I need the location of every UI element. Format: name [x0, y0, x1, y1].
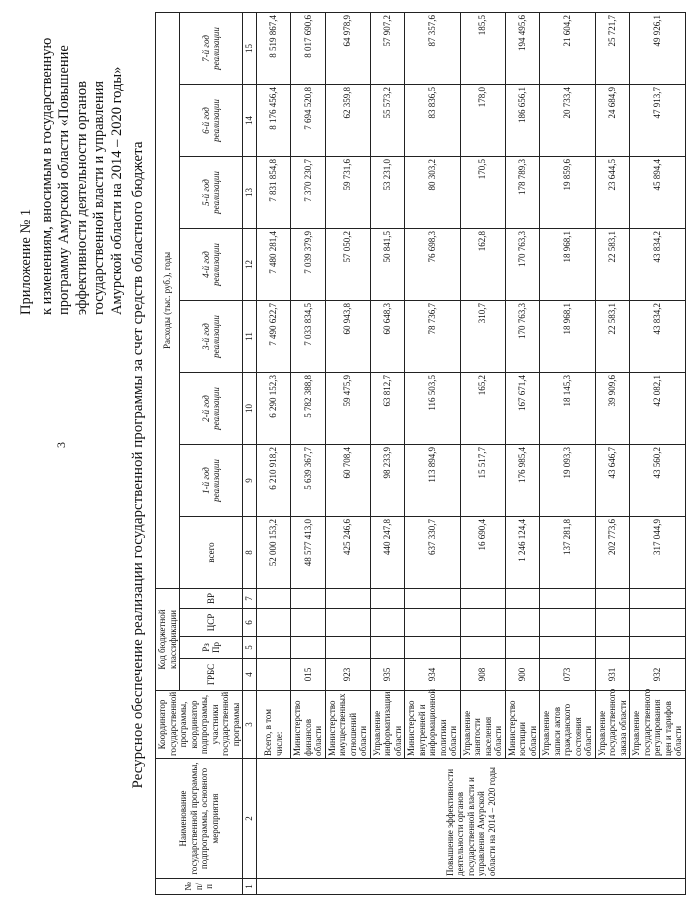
rzpr-cell [291, 637, 326, 659]
column-number: 14 [243, 84, 257, 156]
vr-cell [370, 588, 405, 608]
appendix-block [0, 30, 126, 410]
year-1-cell: 5 639 367,7 [291, 444, 326, 516]
year-7-cell: 21 604,2 [540, 12, 596, 84]
year-7-cell: 57 907,2 [370, 12, 405, 84]
csr-cell [540, 609, 596, 637]
year-3-cell: 22 583,1 [595, 300, 630, 372]
header-coordinator: Координатор государственной программы, координатор подпрограммы, участники государственной программы [156, 691, 243, 759]
grbs-cell: 900 [505, 659, 540, 691]
csr-cell [460, 609, 505, 637]
year-6-cell: 55 573,2 [370, 84, 405, 156]
rzpr-cell [405, 637, 461, 659]
total-cell: 637 330,7 [405, 516, 461, 588]
year-4-cell: 22 583,1 [595, 228, 630, 300]
column-number: 3 [243, 691, 257, 759]
total-cell: 48 577 413,0 [291, 516, 326, 588]
year-3-cell: 310,7 [460, 300, 505, 372]
appendix-body: к изменениям, вносимым в государственную программу Амурской области «Повышение эффективности деятельности органов государственной власти и управления Амурской области на 2014 – 2020 годы» [38, 37, 125, 315]
rzpr-cell [325, 637, 370, 659]
csr-cell [370, 609, 405, 637]
year-1-cell: 60 708,4 [325, 444, 370, 516]
column-number: 6 [243, 609, 257, 637]
program-name-cell: Повышение эффективности деятельности органов государственной власти и управления Амурской области на 2014 – 2020 годы [257, 759, 686, 879]
year-5-cell: 53 231,0 [370, 156, 405, 228]
appendix-title: Приложение № 1 [18, 208, 34, 315]
column-number: 1 [243, 879, 257, 895]
year-2-cell: 167 671,4 [505, 372, 540, 444]
year-5-cell: 80 303,2 [405, 156, 461, 228]
year-2-cell: 42 082,1 [630, 372, 686, 444]
coordinator-cell: Управление государственного заказа области [595, 691, 630, 759]
column-number: 15 [243, 12, 257, 84]
column-number: 11 [243, 300, 257, 372]
table-row [257, 12, 291, 894]
total-cell: 317 044,9 [630, 516, 686, 588]
rzpr-cell [257, 637, 291, 659]
coordinator-cell: Управление занятости населения области [460, 691, 505, 759]
total-cell: 425 246,6 [325, 516, 370, 588]
column-number: 7 [243, 588, 257, 608]
column-number: 5 [243, 637, 257, 659]
grbs-cell: 932 [630, 659, 686, 691]
year-3-cell: 18 968,1 [540, 300, 596, 372]
column-number: 12 [243, 228, 257, 300]
vr-cell [325, 588, 370, 608]
column-number: 4 [243, 659, 257, 691]
header-program: Наименование государственной программы, подпрограммы, основного мероприятия [156, 759, 243, 879]
header-year-2: 2-й год реализации [180, 372, 243, 444]
total-cell: 1 246 124,4 [505, 516, 540, 588]
year-4-cell: 43 834,2 [630, 228, 686, 300]
header-year-4: 4-й год реализации [180, 228, 243, 300]
year-3-cell: 43 834,2 [630, 300, 686, 372]
year-5-cell: 45 894,4 [630, 156, 686, 228]
year-7-cell: 8 519 867,4 [257, 12, 291, 84]
year-2-cell: 6 290 152,3 [257, 372, 291, 444]
year-1-cell: 113 894,9 [405, 444, 461, 516]
year-4-cell: 18 968,1 [540, 228, 596, 300]
column-number-row [243, 12, 257, 894]
coordinator-cell: Управление информатизации области [370, 691, 405, 759]
year-6-cell: 20 733,4 [540, 84, 596, 156]
row-number-cell [257, 879, 686, 895]
year-1-cell: 43 560,2 [630, 444, 686, 516]
year-5-cell: 19 859,6 [540, 156, 596, 228]
rzpr-cell [595, 637, 630, 659]
rzpr-cell [460, 637, 505, 659]
header-csr: ЦСР [180, 609, 243, 637]
vr-cell [630, 588, 686, 608]
coordinator-cell: Управление государственного регулирования цен и тарифов области [630, 691, 686, 759]
total-cell: 440 247,8 [370, 516, 405, 588]
year-5-cell: 170,5 [460, 156, 505, 228]
year-6-cell: 62 359,8 [325, 84, 370, 156]
year-7-cell: 87 357,6 [405, 12, 461, 84]
header-rzpr: Рз Пр [180, 637, 243, 659]
year-4-cell: 50 841,5 [370, 228, 405, 300]
grbs-cell: 908 [460, 659, 505, 691]
year-6-cell: 24 684,9 [595, 84, 630, 156]
rzpr-cell [630, 637, 686, 659]
coordinator-cell: Министерство внутренней и информационной политики области [405, 691, 461, 759]
rzpr-cell [505, 637, 540, 659]
year-6-cell: 8 176 456,4 [257, 84, 291, 156]
grbs-cell: 935 [370, 659, 405, 691]
document-heading: Ресурсное обеспечение реализации государственной программы за счет средств областного бюджета [130, 141, 146, 789]
grbs-cell: 934 [405, 659, 461, 691]
year-2-cell: 39 909,6 [595, 372, 630, 444]
year-3-cell: 170 763,3 [505, 300, 540, 372]
year-7-cell: 25 721,7 [595, 12, 630, 84]
year-4-cell: 76 698,3 [405, 228, 461, 300]
year-7-cell: 64 978,9 [325, 12, 370, 84]
grbs-cell: 015 [291, 659, 326, 691]
grbs-cell: 931 [595, 659, 630, 691]
year-2-cell: 5 782 388,8 [291, 372, 326, 444]
year-7-cell: 194 495,6 [505, 12, 540, 84]
header-num: № п/п [156, 879, 243, 895]
coordinator-cell: Управление записи актов гражданского состояния области [540, 691, 596, 759]
year-2-cell: 165,2 [460, 372, 505, 444]
year-1-cell: 43 646,7 [595, 444, 630, 516]
header-year-5: 5-й год реализации [180, 156, 243, 228]
rzpr-cell [370, 637, 405, 659]
year-7-cell: 185,5 [460, 12, 505, 84]
total-cell: 137 281,8 [540, 516, 596, 588]
year-2-cell: 63 812,7 [370, 372, 405, 444]
year-3-cell: 78 736,7 [405, 300, 461, 372]
year-5-cell: 59 731,6 [325, 156, 370, 228]
year-6-cell: 7 694 520,8 [291, 84, 326, 156]
header-year-3: 3-й год реализации [180, 300, 243, 372]
grbs-cell: 073 [540, 659, 596, 691]
year-3-cell: 7 490 622,7 [257, 300, 291, 372]
year-6-cell: 186 656,1 [505, 84, 540, 156]
header-total: всего [180, 516, 243, 588]
column-number: 2 [243, 759, 257, 879]
csr-cell [405, 609, 461, 637]
header-grbs: ГРБС [180, 659, 243, 691]
header-year-6: 6-й год реализации [180, 84, 243, 156]
column-number: 9 [243, 444, 257, 516]
vr-cell [505, 588, 540, 608]
year-4-cell: 57 050,2 [325, 228, 370, 300]
year-3-cell: 60 648,3 [370, 300, 405, 372]
header-year-7: 7-й год реализации [180, 12, 243, 84]
grbs-cell: 923 [325, 659, 370, 691]
year-4-cell: 7 039 379,9 [291, 228, 326, 300]
vr-cell [257, 588, 291, 608]
year-1-cell: 176 985,4 [505, 444, 540, 516]
column-number: 10 [243, 372, 257, 444]
year-5-cell: 7 831 854,8 [257, 156, 291, 228]
rzpr-cell [540, 637, 596, 659]
year-5-cell: 7 370 230,7 [291, 156, 326, 228]
year-7-cell: 49 926,1 [630, 12, 686, 84]
vr-cell [540, 588, 596, 608]
year-2-cell: 18 145,3 [540, 372, 596, 444]
year-4-cell: 7 480 281,4 [257, 228, 291, 300]
year-2-cell: 59 475,9 [325, 372, 370, 444]
year-6-cell: 47 913,7 [630, 84, 686, 156]
year-2-cell: 116 503,5 [405, 372, 461, 444]
coordinator-cell: Всего, в том числе: [257, 691, 291, 759]
year-1-cell: 15 517,7 [460, 444, 505, 516]
csr-cell [630, 609, 686, 637]
year-1-cell: 6 210 918,2 [257, 444, 291, 516]
vr-cell [460, 588, 505, 608]
year-6-cell: 178,0 [460, 84, 505, 156]
year-3-cell: 7 033 834,5 [291, 300, 326, 372]
vr-cell [291, 588, 326, 608]
resource-table [155, 12, 686, 895]
grbs-cell [257, 659, 291, 691]
total-cell: 52 000 153,2 [257, 516, 291, 588]
page-number: 3 [54, 442, 68, 448]
coordinator-cell: Министерство финансов области [291, 691, 326, 759]
header-year-1: 1-й год реализации [180, 444, 243, 516]
vr-cell [405, 588, 461, 608]
year-6-cell: 83 836,5 [405, 84, 461, 156]
csr-cell [325, 609, 370, 637]
csr-cell [595, 609, 630, 637]
header-vr: ВР [180, 588, 243, 608]
vr-cell [595, 588, 630, 608]
year-4-cell: 170 763,3 [505, 228, 540, 300]
header-expenses: Расходы (тыс. руб.), годы [156, 12, 180, 588]
year-1-cell: 19 093,3 [540, 444, 596, 516]
year-7-cell: 8 017 690,6 [291, 12, 326, 84]
coordinator-cell: Министерство юстиции области [505, 691, 540, 759]
column-number: 13 [243, 156, 257, 228]
rotated-page-content [0, 5, 683, 905]
year-5-cell: 23 644,5 [595, 156, 630, 228]
year-5-cell: 178 789,3 [505, 156, 540, 228]
csr-cell [505, 609, 540, 637]
header-budget-code: Код бюджетной классификации [156, 588, 180, 690]
coordinator-cell: Министерство имущественных отношений области [325, 691, 370, 759]
total-cell: 16 690,4 [460, 516, 505, 588]
year-3-cell: 60 943,8 [325, 300, 370, 372]
column-number: 8 [243, 516, 257, 588]
year-1-cell: 98 233,9 [370, 444, 405, 516]
csr-cell [291, 609, 326, 637]
total-cell: 202 773,6 [595, 516, 630, 588]
year-4-cell: 162,8 [460, 228, 505, 300]
csr-cell [257, 609, 291, 637]
